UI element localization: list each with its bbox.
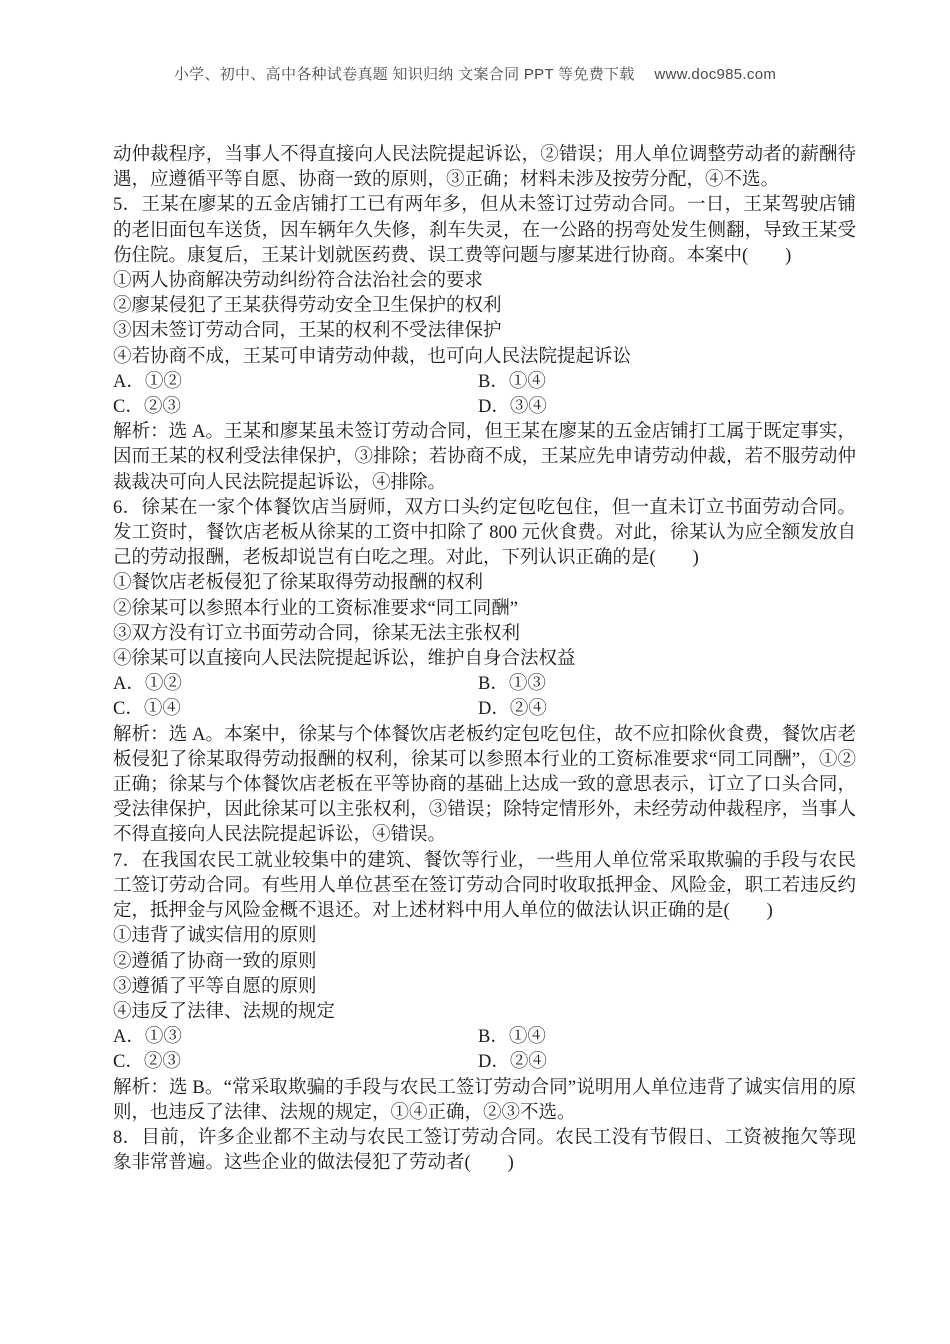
q6-analysis: 解析：选 A。本案中，徐某与个体餐饮店老板约定包吃包住，故不应扣除伙食费，餐饮店老板侵犯了徐某取得劳动报酬的权利，徐某可以参照本行业的工资标准要求“同工同酬”，①②正确；徐某与个体餐饮店老板在平等协商的基础上达成一致的意思表示，订立了口头合同，受法律保护，因此徐某可以主张权利，③错误；除特定情形外，未经劳动仲裁程序，当事人不得直接向人民法院提起诉讼，④错误。 — [113, 724, 856, 846]
q5-item-2: ②廖某侵犯了王某获得劳动安全卫生保护的权利 — [113, 296, 502, 317]
question-8-stem: 8．目前，许多企业都不主动与农民工签订劳动合同。农民工没有节假日、工资被拖欠等现象非常普遍。这些企业的做法侵犯了劳动者( ) — [113, 1127, 856, 1174]
q7-item-1: ①违背了诚实信用的原则 — [113, 926, 317, 947]
q7-options-row-cd — [113, 1050, 856, 1075]
q6-item-4: ④徐某可以直接向人民法院提起诉讼，维护自身合法权益 — [113, 649, 576, 670]
question-6-stem: 6．徐某在一家个体餐饮店当厨师，双方口头约定包吃包住，但一直未订立书面劳动合同。发工资时，餐饮店老板从徐某的工资中扣除了 800 元伙食费。对此，徐某认为应全额发放自己的劳动报酬，老板却说岂有白吃之理。对此，下列认识正确的是( ) — [113, 497, 856, 569]
q5-option-c: C．②③ — [113, 397, 181, 418]
q5-options-row-cd — [113, 395, 856, 420]
q6-option-a: A．①② — [113, 674, 182, 695]
q6-option-d: D．②④ — [478, 699, 547, 720]
q5-item-1: ①两人协商解决劳动纠纷符合法治社会的要求 — [113, 271, 484, 292]
q6-option-c: C．①④ — [113, 699, 181, 720]
q5-analysis: 解析：选 A。王某和廖某虽未签订劳动合同，但王某在廖某的五金店铺打工属于既定事实，因而王某的权利受法律保护，③排除；若协商不成，王某应先申请劳动仲裁，若不服劳动仲裁裁决可向人民法院提起诉讼，④排除。 — [113, 422, 856, 493]
document-body — [113, 143, 856, 1176]
q7-option-d: D．②④ — [478, 1052, 547, 1073]
q5-option-b: B．①④ — [478, 371, 546, 392]
q4-analysis-continuation: 动仲裁程序，当事人不得直接向人民法院提起诉讼，②错误；用人单位调整劳动者的薪酬待遇，应遵循平等自愿、协商一致的原则，③正确；材料未涉及按劳分配，④不选。 — [113, 145, 856, 191]
q7-item-2: ②遵循了协商一致的原则 — [113, 951, 317, 972]
q5-item-3: ③因未签订劳动合同，王某的权利不受法律保护 — [113, 321, 502, 342]
q7-option-a: A．①③ — [113, 1027, 182, 1048]
q7-option-c: C．②③ — [113, 1052, 181, 1073]
q7-options-row-ab — [113, 1025, 856, 1050]
q6-option-b: B．①③ — [478, 674, 546, 695]
q7-item-3: ③遵循了平等自愿的原则 — [113, 976, 317, 997]
q6-options-row-ab — [113, 672, 856, 697]
q6-item-1: ①餐饮店老板侵犯了徐某取得劳动报酬的权利 — [113, 573, 484, 594]
q7-analysis: 解析：选 B。“常采取欺骗的手段与农民工签订劳动合同”说明用人单位违背了诚实信用的原则，也违反了法律、法规的规定，①④正确，②③不选。 — [113, 1077, 856, 1123]
q5-options-row-ab — [113, 370, 856, 395]
question-7-stem: 7．在我国农民工就业较集中的建筑、餐饮等行业，一些用人单位常采取欺骗的手段与农民工签订劳动合同。有些用人单位甚至在签订劳动合同时收取抵押金、风险金，职工若违反约定，抵押金与风险金概不退还。对上述材料中用人单位的做法认识正确的是( ) — [113, 850, 856, 922]
q7-option-b: B．①④ — [478, 1027, 546, 1048]
q6-item-3: ③双方没有订立书面劳动合同，徐某无法主张权利 — [113, 623, 521, 644]
watermark-header: 小学、初中、高中各种试卷真题 知识归纳 文案合同 PPT 等免费下载 www.doc985.com — [173, 66, 777, 83]
q5-option-a: A．①② — [113, 371, 182, 392]
q5-item-4: ④若协商不成，王某可申请劳动仲裁，也可向人民法院提起诉讼 — [113, 346, 632, 367]
q6-options-row-cd — [113, 697, 856, 722]
q5-option-d: D．③④ — [478, 397, 547, 418]
q6-item-2: ②徐某可以参照本行业的工资标准要求“同工同酬” — [113, 598, 518, 619]
q7-item-4: ④违反了法律、法规的规定 — [113, 1001, 336, 1022]
question-5-stem: 5．王某在廖某的五金店铺打工已有两年多，但从未签订过劳动合同。一日，王某驾驶店铺的老旧面包车送货，因车辆年久失修，刹车失灵，在一公路的拐弯处发生侧翻，导致王某受伤住院。康复后，王某计划就医药费、误工费等问题与廖某进行协商。本案中( ) — [113, 195, 856, 266]
